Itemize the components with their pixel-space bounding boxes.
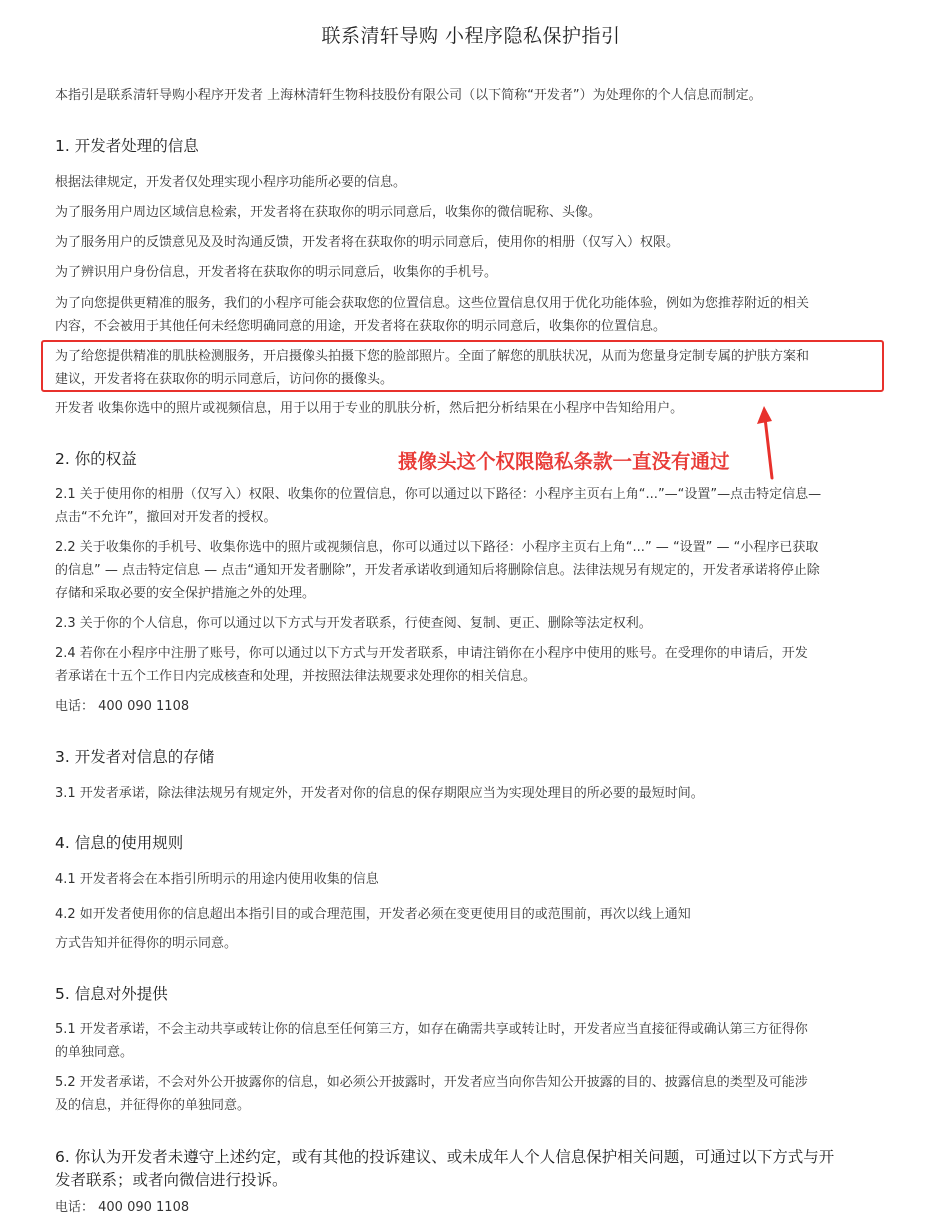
s1-paragraph-4: 为了辨识用户身份信息，开发者将在获取你的明示同意后，收集你的手机号。 — [55, 265, 498, 280]
s6-phone: 电话： 400 090 1108 — [55, 1200, 190, 1215]
s2-phone: 电话： 400 090 1108 — [55, 699, 190, 714]
s1-paragraph-6-line-2: 建议，开发者将在获取你的明示同意后，访问你的摄像头。 — [55, 372, 394, 387]
s1-paragraph-5-line-2: 内容，不会被用于其他任何未经您明确同意的用途，开发者将在获取你的明示同意后，收集你的位置信息。 — [55, 319, 667, 334]
s4-paragraph-1: 4.1 开发者将会在本指引所明示的用途内使用收集的信息 — [55, 872, 379, 887]
s2-paragraph-3: 2.3 关于你的个人信息，你可以通过以下方式与开发者联系，行使查阅、复制、更正、删除等法定权利。 — [55, 616, 652, 631]
s5-paragraph-1-line-2: 的单独同意。 — [55, 1045, 134, 1060]
page-title: 联系清轩导购 小程序隐私保护指引 — [321, 25, 621, 47]
s2-paragraph-2-line-2: 的信息” — 点击特定信息 — 点击“通知开发者删除”，开发者承诺收到通知后将删除信息。法律法规另有规定的，开发者承诺将停止除 — [55, 563, 820, 578]
s1-paragraph-6-line-1: 为了给您提供精准的肌肤检测服务，开启摄像头拍摄下您的脸部照片。全面了解您的肌肤状况，从而为您量身定制专属的护肤方案和 — [55, 349, 810, 364]
s2-paragraph-2-line-3: 存储和采取必要的安全保护措施之外的处理。 — [55, 586, 316, 601]
section-6-heading-line-2: 发者联系；或者向微信进行投诉。 — [55, 1171, 288, 1189]
s3-paragraph-1: 3.1 开发者承诺，除法律法规另有规定外，开发者对你的信息的保存期限应当为实现处理目的所必要的最短时间。 — [55, 786, 704, 801]
section-3-heading: 3. 开发者对信息的存储 — [55, 748, 215, 766]
s2-paragraph-4-line-1: 2.4 若你在小程序中注册了账号，你可以通过以下方式与开发者联系，申请注销你在小程序中使用的账号。在受理你的申请后，开发 — [55, 646, 808, 661]
s1-paragraph-1: 根据法律规定，开发者仅处理实现小程序功能所必要的信息。 — [55, 175, 407, 190]
section-6-heading-line-1: 6. 你认为开发者未遵守上述约定，或有其他的投诉建议、或未成年人个人信息保护相关问题，可通过以下方式与开 — [55, 1148, 835, 1166]
intro-paragraph: 本指引是联系清轩导购小程序开发者 上海林清轩生物科技股份有限公司（以下简称“开发者”）为处理你的个人信息而制定。 — [55, 88, 762, 103]
s2-paragraph-1-line-1: 2.1 关于使用你的相册（仅写入）权限、收集你的位置信息，你可以通过以下路径：小程序主页右上角“...”—“设置”—点击特定信息— — [55, 487, 822, 502]
s1-paragraph-5-line-1: 为了向您提供更精准的服务，我们的小程序可能会获取您的位置信息。这些位置信息仅用于优化功能体验，例如为您推荐附近的相关 — [55, 296, 810, 311]
annotation-note: 摄像头这个权限隐私条款一直没有通过 — [398, 450, 730, 473]
s5-paragraph-2-line-2: 及的信息，并征得你的单独同意。 — [55, 1098, 251, 1113]
s1-paragraph-2: 为了服务用户周边区域信息检索，开发者将在获取你的明示同意后，收集你的微信昵称、头像。 — [55, 205, 602, 220]
s4-paragraph-2-line-1: 4.2 如开发者使用你的信息超出本指引目的或合理范围，开发者必须在变更使用目的或范围前，再次以线上通知 — [55, 907, 691, 922]
s5-paragraph-2-line-1: 5.2 开发者承诺，不会对外公开披露你的信息，如必须公开披露时，开发者应当向你告知公开披露的目的、披露信息的类型及可能涉 — [55, 1075, 808, 1090]
s4-paragraph-2-line-2: 方式告知并征得你的明示同意。 — [55, 936, 238, 951]
s2-paragraph-1-line-2: 点击“不允许”，撤回对开发者的授权。 — [55, 510, 277, 525]
s1-paragraph-7: 开发者 收集你选中的照片或视频信息，用于以用于专业的肌肤分析，然后把分析结果在小程序中告知给用户。 — [55, 401, 684, 416]
section-1-heading: 1. 开发者处理的信息 — [55, 137, 199, 155]
s1-paragraph-3: 为了服务用户的反馈意见及及时沟通反馈，开发者将在获取你的明示同意后，使用你的相册（仅写入）权限。 — [55, 235, 680, 250]
s5-paragraph-1-line-1: 5.1 开发者承诺，不会主动共享或转让你的信息至任何第三方，如存在确需共享或转让时，开发者应当直接征得或确认第三方征得你 — [55, 1022, 808, 1037]
s2-paragraph-2-line-1: 2.2 关于收集你的手机号、收集你选中的照片或视频信息，你可以通过以下路径：小程序主页右上角“...” — “设置” — “小程序已获取 — [55, 540, 819, 555]
s2-paragraph-4-line-2: 者承诺在十五个工作日内完成核查和处理，并按照法律法规要求处理你的相关信息。 — [55, 669, 537, 684]
section-4-heading: 4. 信息的使用规则 — [55, 834, 184, 852]
section-5-heading: 5. 信息对外提供 — [55, 985, 168, 1003]
section-2-heading: 2. 你的权益 — [55, 450, 137, 468]
